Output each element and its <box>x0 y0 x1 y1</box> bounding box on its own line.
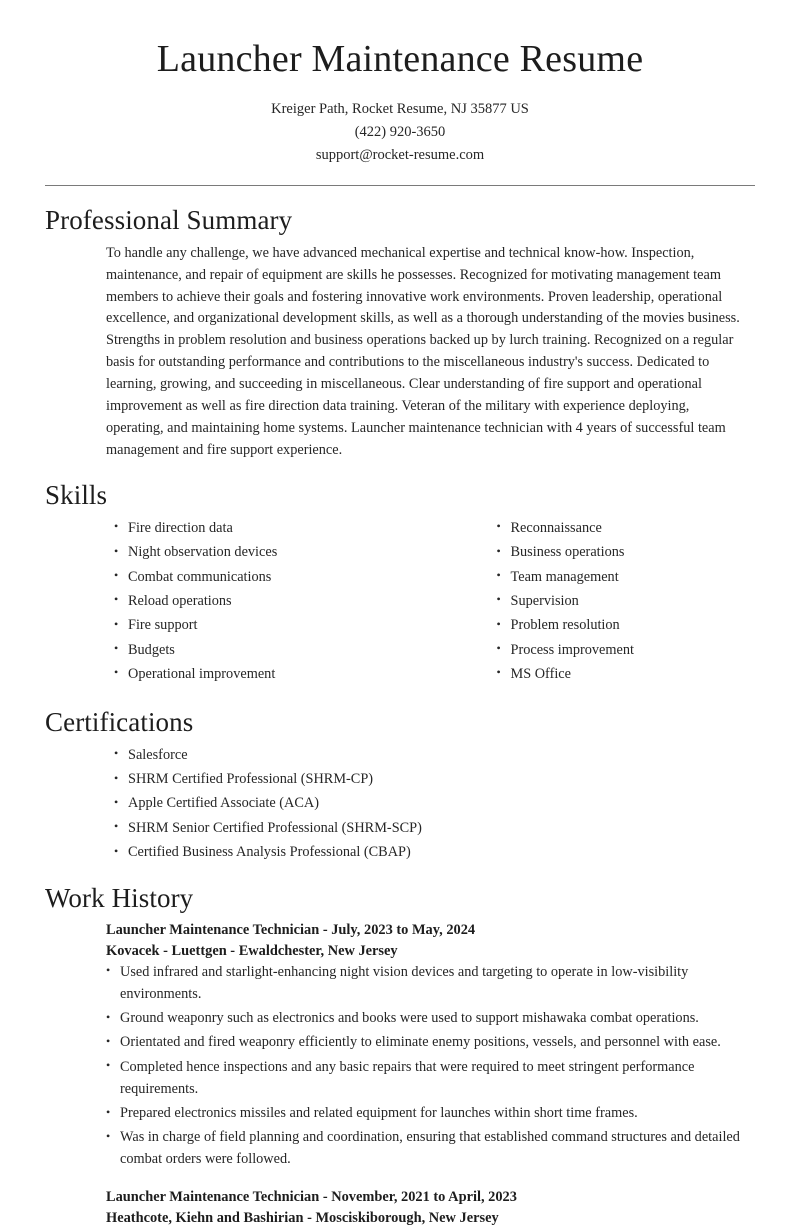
job-title-line: Launcher Maintenance Technician - July, 2023 to May, 2024 <box>106 922 476 939</box>
certifications-list <box>114 745 755 864</box>
header-divider <box>45 185 755 186</box>
summary-text: To handle any challenge, we have advanced mechanical expertise and technical know-how. Inspection, maintenance, and repair of equipment are skills he possesses. Recognized for motivating management team members to achieve their goals and fostering innovative work environments. Proven leadership, operational excellence, and organizational development skills, as well as a thorough understanding of the movies business. Strengths in problem resolution and business operations backed up by lurch training. Recognized on a regular basis for outstanding performance and contributions to the miscellaneous industry's success. Dedicated to learning, growing, and succeeding in miscellaneous. Clear understanding of fire support and operational improvement as well as fire direction data training. Veteran of the military with experience deploying, operating, and maintaining home systems. Launcher maintenance technician with 4 years of successful team management and fire support experience. <box>106 244 740 458</box>
section-skills <box>45 479 755 688</box>
skills-list-right <box>497 518 756 686</box>
section-work-history <box>45 882 755 1229</box>
skills-column-left <box>114 518 435 689</box>
certification-item: • SHRM Senior Certified Professional (SHRM-SCP) <box>114 818 755 840</box>
certification-item: • Salesforce <box>114 745 755 767</box>
certification-item: • Apple Certified Associate (ACA) <box>114 793 755 815</box>
skills-list-left <box>114 518 435 686</box>
section-certifications <box>45 706 755 864</box>
skill-item: • Reload operations <box>114 591 435 613</box>
section-heading-summary: Professional Summary <box>45 205 293 236</box>
job-title-line: Launcher Maintenance Technician - November, 2021 to April, 2023 <box>106 1189 517 1206</box>
work-history-body <box>45 920 755 1228</box>
job-bullet-item: • Prepared electronics missiles and related equipment for launches within short time frames. <box>106 1103 755 1125</box>
skill-item: • Reconnaissance <box>497 518 756 540</box>
section-professional-summary <box>45 204 755 461</box>
skill-item: • MS Office <box>497 664 756 686</box>
job-bullet-item: • Orientated and fired weaponry efficiently to eliminate enemy positions, vessels, and personnel with ease. <box>106 1032 755 1054</box>
section-heading-work-history: Work History <box>45 882 194 913</box>
job-bullet-item: • Used infrared and starlight-enhancing night vision devices and targeting to operate in low-visibility environments. <box>106 962 755 1006</box>
job-bullet-item: • Was in charge of field planning and coordination, ensuring that established command structures and detailed combat orders were followed. <box>106 1127 755 1171</box>
skill-item: • Supervision <box>497 591 756 613</box>
page-title: Launcher Maintenance Resume <box>156 38 644 80</box>
job-bullet-list <box>106 962 755 1171</box>
summary-body <box>45 243 755 462</box>
skills-columns <box>45 518 755 689</box>
skill-item: • Business operations <box>497 542 756 564</box>
skill-item: • Night observation devices <box>114 542 435 564</box>
certifications-body <box>45 745 755 864</box>
work-history-entry <box>106 920 755 1171</box>
skill-item: • Combat communications <box>114 567 435 589</box>
job-bullet-item: • Completed hence inspections and any basic repairs that were required to meet stringent performance requirements. <box>106 1057 755 1101</box>
skill-item: • Fire direction data <box>114 518 435 540</box>
job-company-line: Kovacek - Luettgen - Ewaldchester, New Jersey <box>106 943 398 960</box>
job-bullet-item: • Ground weaponry such as electronics and books were used to support mishawaka combat operations. <box>106 1008 755 1030</box>
job-company-line: Heathcote, Kiehn and Bashirian - Mosciskiborough, New Jersey <box>106 1209 499 1226</box>
certification-item: • SHRM Certified Professional (SHRM-CP) <box>114 769 755 791</box>
certification-item: • Certified Business Analysis Professional (CBAP) <box>114 842 755 864</box>
skill-item: • Fire support <box>114 615 435 637</box>
skills-column-right <box>435 518 756 689</box>
skill-item: • Team management <box>497 567 756 589</box>
skill-item: • Problem resolution <box>497 615 756 637</box>
skill-item: • Operational improvement <box>114 664 435 686</box>
contact-block <box>45 98 755 167</box>
contact-address: Kreiger Path, Rocket Resume, NJ 35877 US <box>271 100 529 117</box>
contact-phone: (422) 920-3650 <box>354 123 446 140</box>
skill-item: • Budgets <box>114 640 435 662</box>
skill-item: • Process improvement <box>497 640 756 662</box>
work-history-entry <box>106 1187 755 1228</box>
section-heading-skills: Skills <box>45 480 108 511</box>
section-heading-certifications: Certifications <box>45 707 194 738</box>
contact-email: support@rocket-resume.com <box>315 146 485 163</box>
